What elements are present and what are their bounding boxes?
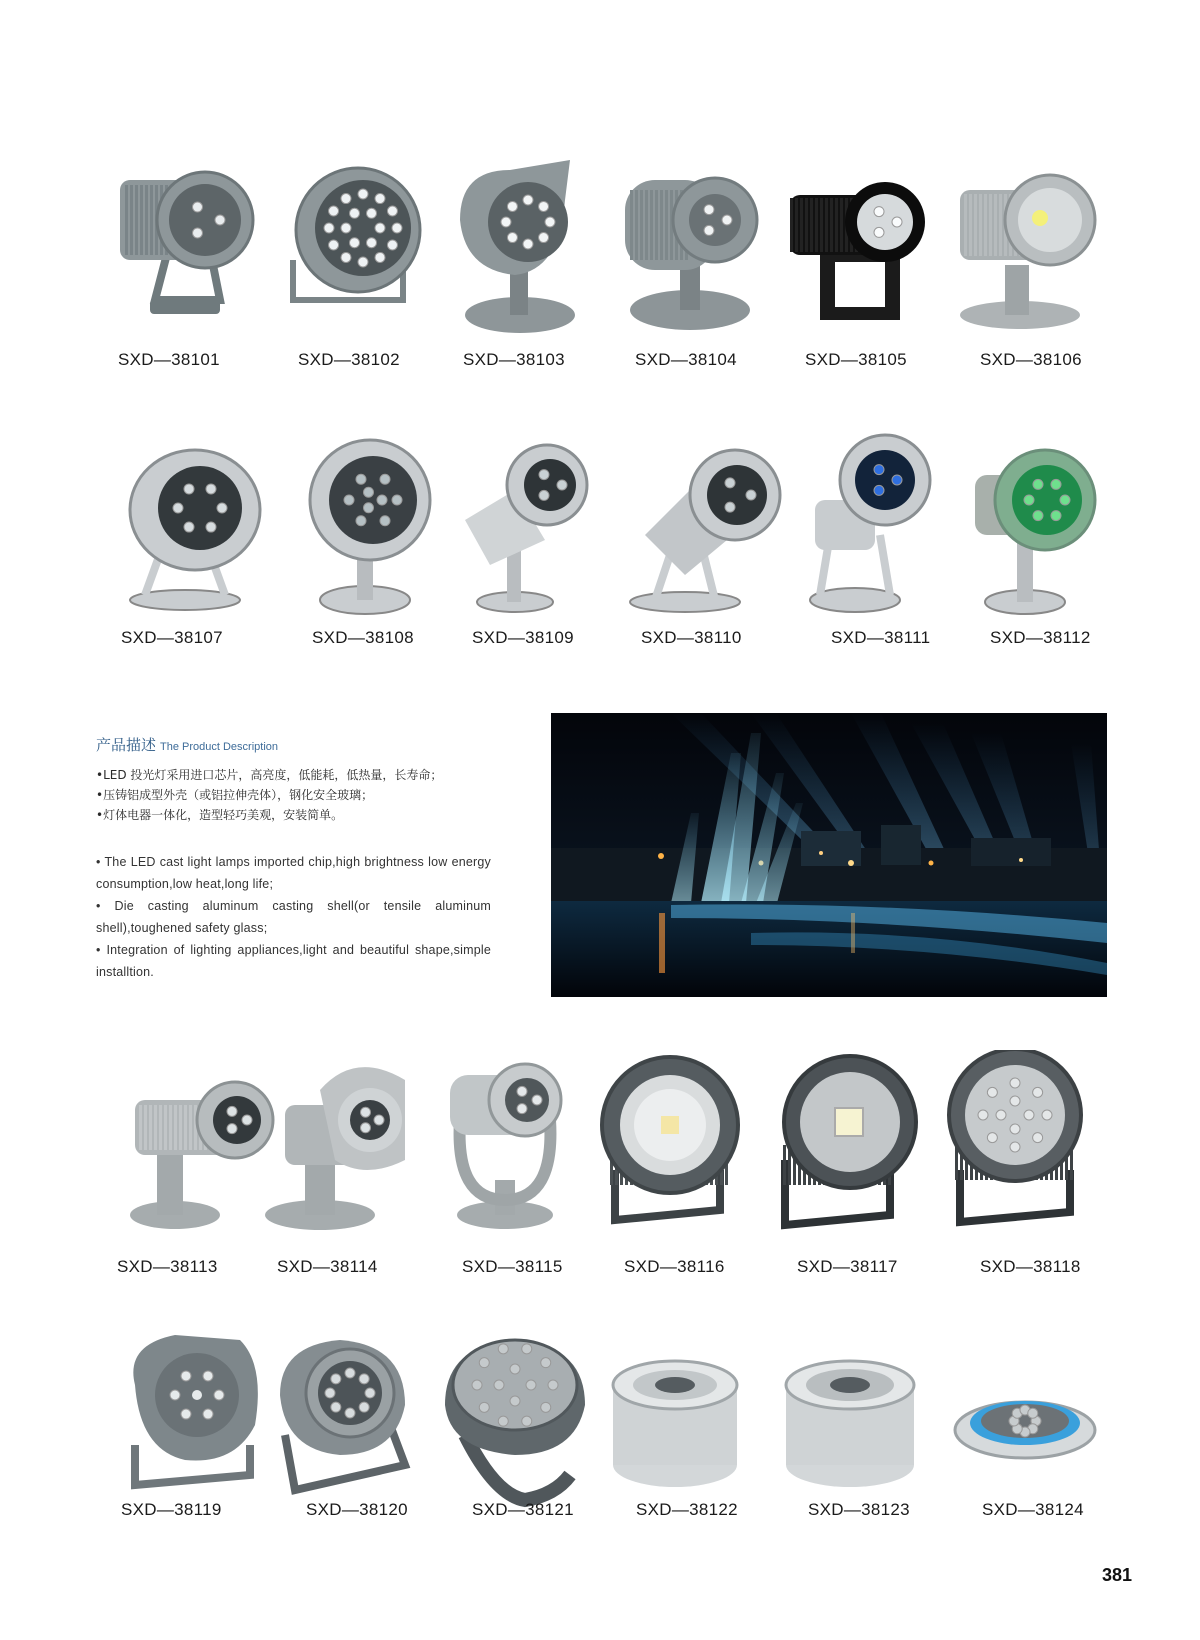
product-item: [110, 1050, 280, 1235]
description-cn-line: •灯体电器一体化，造型轻巧美观，安装简单。: [96, 808, 344, 822]
description-title-en: The Product Description: [160, 741, 279, 753]
product-item: [430, 1050, 600, 1235]
underwater-spot-green-icon: [960, 430, 1120, 615]
product-model-label: SXD—38114: [277, 1257, 378, 1276]
description-en-line: • Die casting aluminum casting shell(or tensile aluminum shell),toughened safety glass;: [96, 899, 491, 935]
product-model-label: SXD—38117: [797, 1257, 898, 1276]
product-item: [260, 1325, 430, 1510]
product-model-label: SXD—38116: [624, 1257, 725, 1276]
description-en-line: • Integration of lighting appliances,light and beautiful shape,simple installtion.: [96, 943, 491, 979]
underwater-light-9led-icon: [295, 430, 455, 615]
product-item: [775, 150, 945, 335]
product-model-label: SXD—38118: [980, 1257, 1081, 1276]
product-item: [110, 430, 280, 615]
floodlight-hammered-9led-icon: [265, 1325, 425, 1510]
floodlight-hooded-icon: [440, 150, 600, 335]
product-model-label: SXD—38122: [636, 1500, 738, 1519]
product-model-label: SXD—38111: [831, 628, 931, 647]
product-model-label: SXD—38107: [121, 628, 223, 647]
description-en-list: [96, 851, 491, 983]
product-item: [620, 430, 790, 615]
product-model-label: SXD—38120: [306, 1500, 408, 1519]
product-model-label: SXD—38124: [982, 1500, 1084, 1519]
spotlight-yoke-grey-icon: [435, 1050, 595, 1235]
spotlight-black-icon: [780, 150, 940, 335]
product-item: [590, 1050, 760, 1235]
product-item: [450, 430, 620, 615]
product-model-label: SXD—38123: [808, 1500, 910, 1519]
product-item: [435, 150, 605, 335]
floodlight-cob-dark-icon: [595, 1050, 755, 1235]
product-description: [96, 734, 496, 983]
product-model-label: SXD—38106: [980, 350, 1082, 369]
product-item: [268, 150, 438, 335]
product-model-label: SXD—38108: [312, 628, 414, 647]
product-model-label: SXD—38110: [641, 628, 742, 647]
product-model-label: SXD—38121: [472, 1500, 574, 1519]
floodlight-hammered-icon: [115, 1325, 275, 1510]
product-model-label: SXD—38113: [117, 1257, 218, 1276]
product-item: [260, 1050, 430, 1235]
product-item: [605, 150, 775, 335]
fountain-night-photo-icon: [551, 713, 1107, 997]
product-model-label: SXD—38104: [635, 350, 737, 369]
product-model-label: SXD—38102: [298, 350, 400, 369]
product-item: [430, 1325, 600, 1510]
description-cn-line: •LED 投光灯采用进口芯片，高亮度，低能耗，低热量，长寿命；: [96, 768, 443, 782]
product-item: [935, 1050, 1105, 1235]
floodlight-grey-18led-icon: [273, 150, 433, 335]
product-item: [110, 1325, 280, 1510]
description-cn-line: •压铸铝成型外壳（或铝拉伸壳体），钢化安全玻璃；: [96, 788, 374, 802]
fountain-ring-light-icon: [605, 1325, 765, 1510]
underwater-spot-tilted-icon: [625, 430, 785, 615]
floodlight-multi-led-dark-icon: [940, 1050, 1100, 1235]
product-item: [600, 1325, 770, 1510]
description-en-line: • The LED cast light lamps imported chip,high brightness low energy consumption,low heat,long life;: [96, 855, 491, 891]
fountain-night-photo: [551, 713, 1107, 997]
underwater-spot-small-icon: [455, 430, 615, 615]
product-model-label: SXD—38119: [121, 1500, 222, 1519]
product-item: [775, 1325, 945, 1510]
product-model-label: SXD—38103: [463, 350, 565, 369]
description-title: [96, 734, 496, 755]
underwater-light-6led-icon: [115, 430, 275, 615]
floodlight-grey-round-base-icon: [610, 150, 770, 335]
product-item: [95, 150, 265, 335]
floodlight-hammered-12led-icon: [435, 1325, 595, 1510]
product-item: [790, 430, 960, 615]
page-number: 381: [1102, 1565, 1133, 1585]
floodlight-cob-square-icon: [775, 1050, 935, 1235]
description-title-cn: 产品描述: [96, 736, 157, 754]
product-item: [945, 1325, 1115, 1510]
pool-wall-light-icon: [950, 1325, 1110, 1510]
product-model-label: SXD—38101: [118, 350, 220, 369]
product-model-label: SXD—38109: [472, 628, 574, 647]
floodlight-grey-3led-icon: [100, 150, 260, 335]
product-item: [955, 430, 1125, 615]
product-item: [770, 1050, 940, 1235]
product-model-label: SXD—38115: [462, 1257, 563, 1276]
spotlight-3led-grey-icon: [115, 1050, 275, 1235]
spotlight-hooded-grey-icon: [265, 1050, 425, 1235]
fountain-ring-light-led-icon: [780, 1325, 940, 1510]
product-model-label: SXD—38112: [990, 628, 1091, 647]
product-model-label: SXD—38105: [805, 350, 907, 369]
product-item: [945, 150, 1115, 335]
description-cn-list: [96, 765, 496, 825]
spotlight-cob-grey-icon: [950, 150, 1110, 335]
product-item: [290, 430, 460, 615]
underwater-spot-blue-icon: [795, 430, 955, 615]
